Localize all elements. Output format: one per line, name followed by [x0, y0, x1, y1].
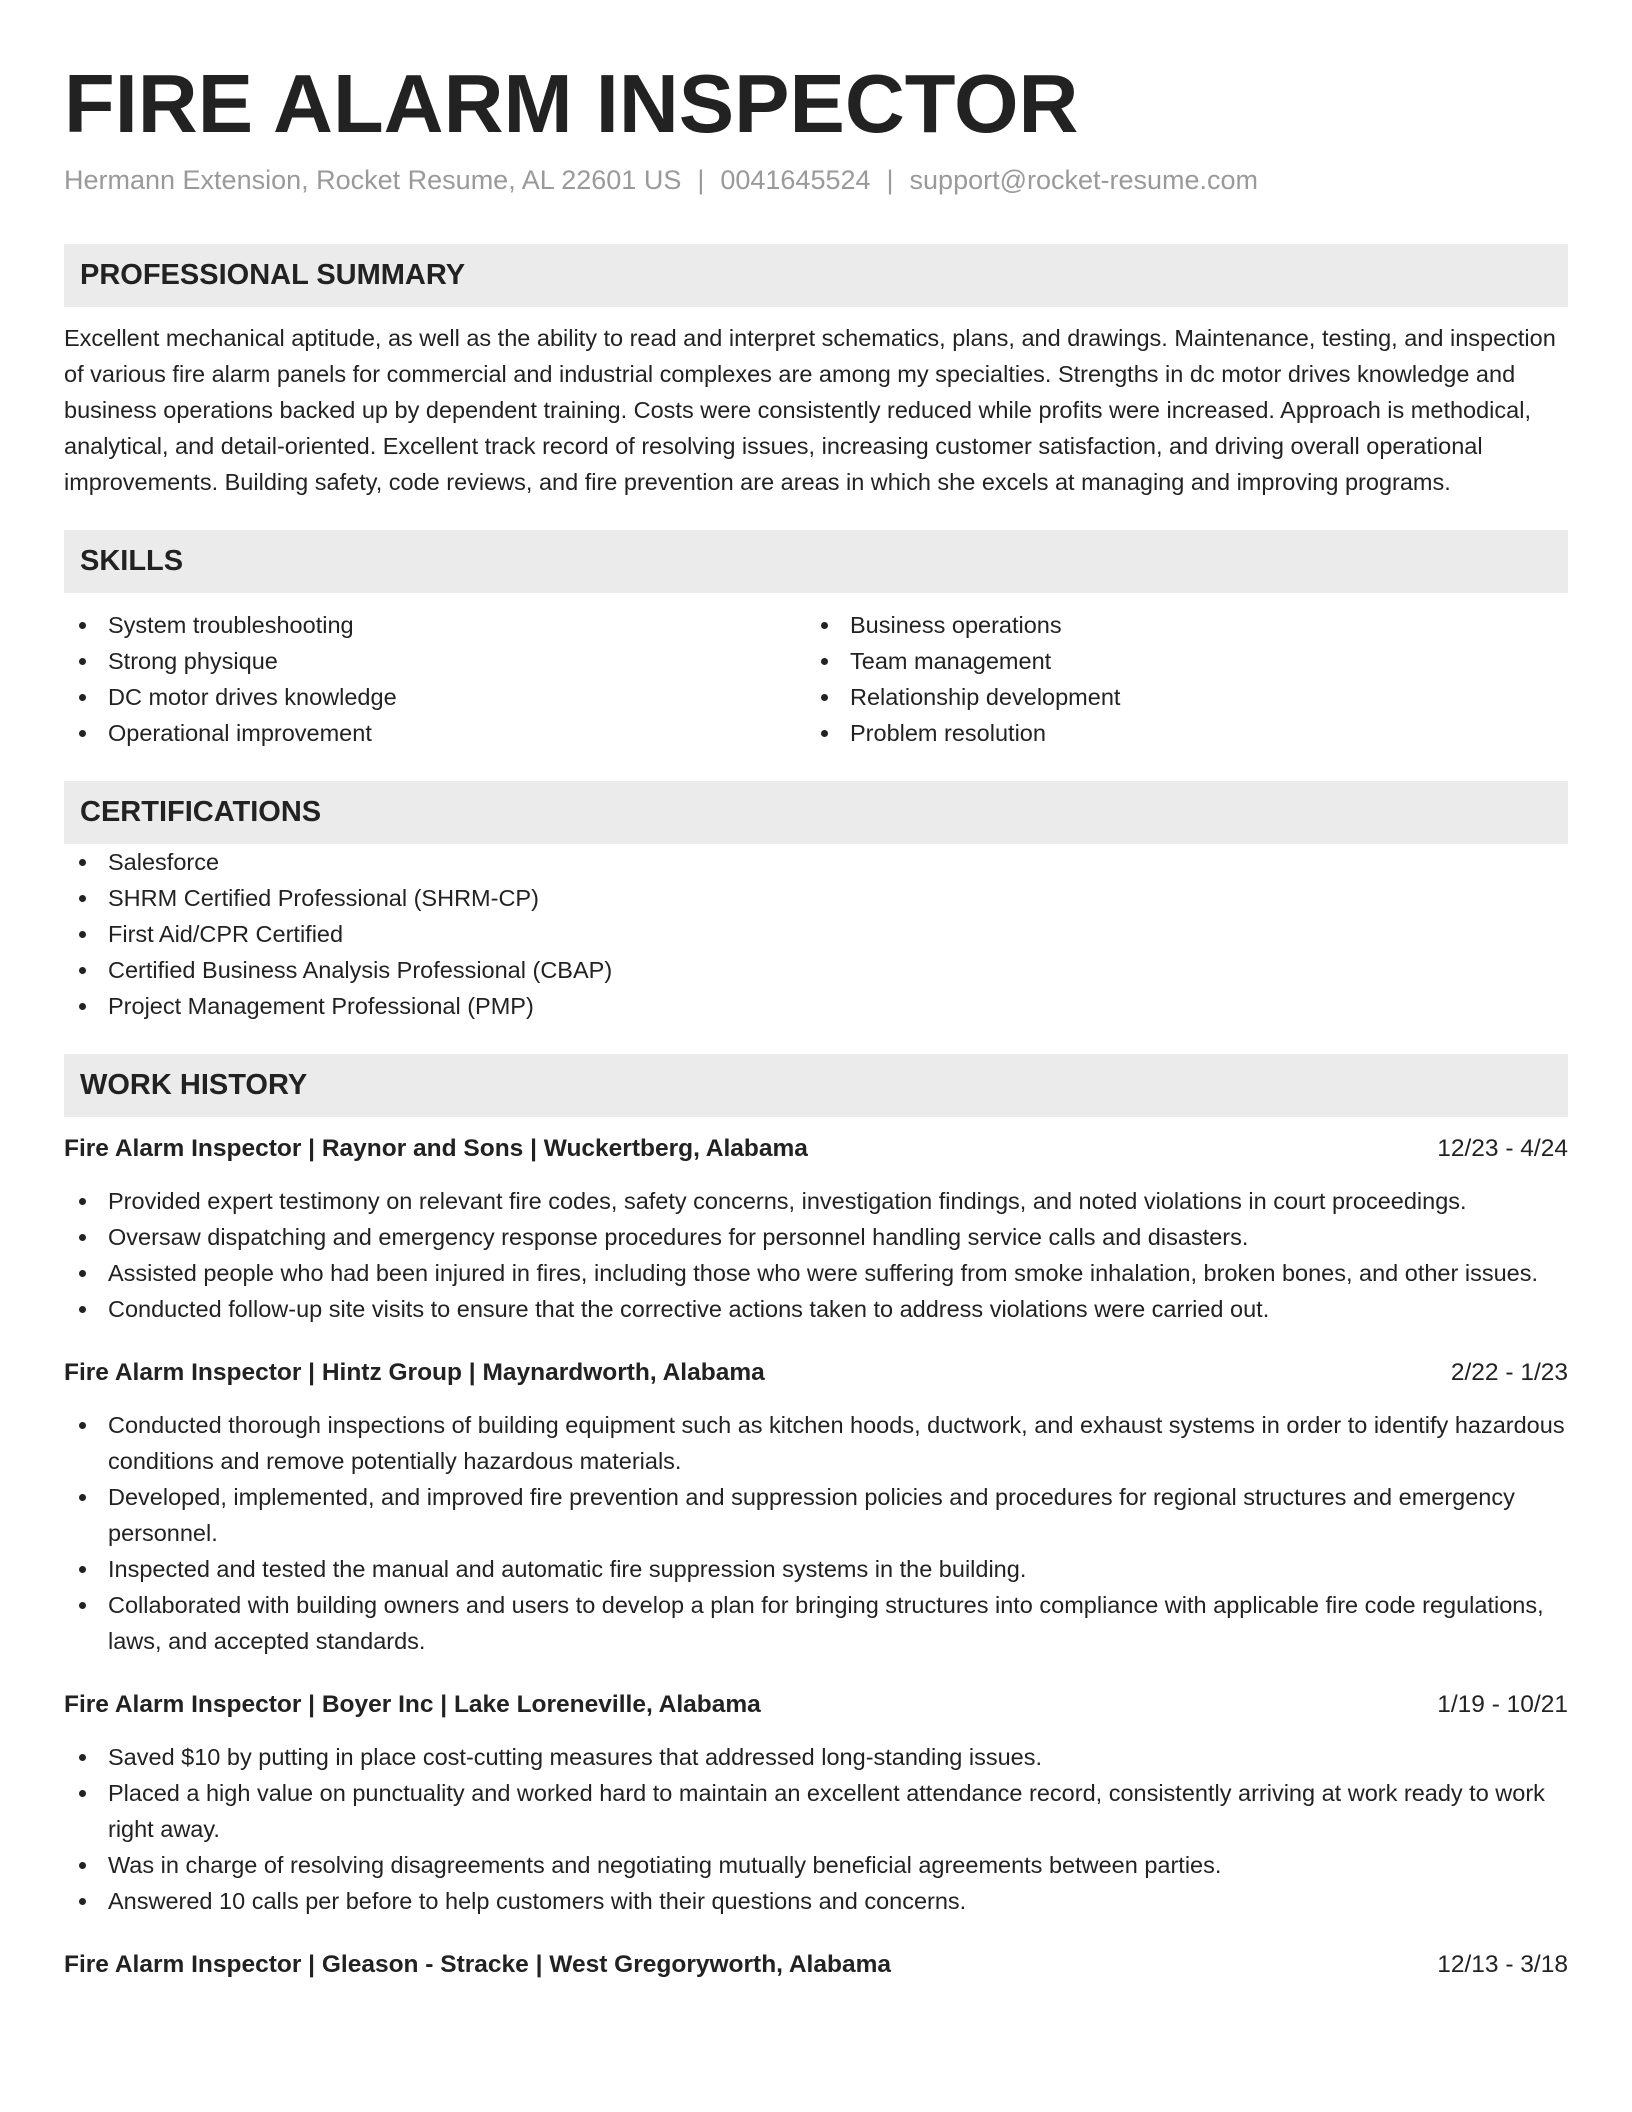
- contact-phone: 0041645524: [720, 165, 871, 195]
- certification-item: Certified Business Analysis Professional (CBAP): [64, 952, 1568, 988]
- contact-line: [64, 162, 1568, 198]
- contact-email: support@rocket-resume.com: [909, 165, 1259, 195]
- job-title: Fire Alarm Inspector | Gleason - Stracke | West Gregoryworth, Alabama: [64, 1951, 891, 1978]
- job-bullet: Assisted people who had been injured in fires, including those who were suffering from smoke inhalation, broken bones, and other issues.: [64, 1255, 1568, 1291]
- skills-grid: [64, 607, 1568, 751]
- job-bullet: Answered 10 calls per before to help customers with their questions and concerns.: [64, 1883, 1568, 1919]
- skill-item: Problem resolution: [806, 715, 1548, 751]
- certifications-list: [64, 844, 1568, 1024]
- job-bullet: Saved $10 by putting in place cost-cutting measures that addressed long-standing issues.: [64, 1739, 1568, 1775]
- job-bullet: Oversaw dispatching and emergency response procedures for personnel handling service calls and disasters.: [64, 1219, 1568, 1255]
- job-bullet: Was in charge of resolving disagreements and negotiating mutually beneficial agreements between parties.: [64, 1847, 1568, 1883]
- job-dates: 2/22 - 1/23: [1450, 1359, 1568, 1386]
- job-header: [64, 1687, 1568, 1723]
- skills-column-left: [64, 607, 806, 751]
- job-bullet: Conducted thorough inspections of building equipment such as kitchen hoods, ductwork, and exhaust systems in order to identify hazardous conditions and remove potentially hazardous materials.: [64, 1407, 1568, 1479]
- job-bullet: Collaborated with building owners and users to develop a plan for bringing structures into compliance with applicable fire code regulations, laws, and accepted standards.: [64, 1587, 1568, 1659]
- job-dates: 12/23 - 4/24: [1437, 1135, 1568, 1162]
- job-bullet: Developed, implemented, and improved fire prevention and suppression policies and procedures for regional structures and emergency personnel.: [64, 1479, 1568, 1551]
- job-bullet: Placed a high value on punctuality and worked hard to maintain an excellent attendance record, consistently arriving at work ready to work right away.: [64, 1775, 1568, 1847]
- resume-title: FIRE ALARM INSPECTOR: [64, 57, 1079, 150]
- job-header: [64, 1355, 1568, 1391]
- job-bullet: Provided expert testimony on relevant fire codes, safety concerns, investigation findings, and noted violations in court proceedings.: [64, 1183, 1568, 1219]
- resume-page: [64, 0, 1568, 1999]
- contact-separator: |: [697, 165, 705, 195]
- job-dates: 1/19 - 10/21: [1437, 1691, 1568, 1718]
- job-header: [64, 1131, 1568, 1167]
- skill-item: DC motor drives knowledge: [64, 679, 806, 715]
- contact-address: Hermann Extension, Rocket Resume, AL 22601 US: [64, 165, 682, 195]
- skill-item: System troubleshooting: [64, 607, 806, 643]
- summary-text: Excellent mechanical aptitude, as well as the ability to read and interpret schematics, plans, and drawings. Maintenance, testing, and inspection of various fire alarm panels for commercial and industrial complexes are among my specialties. Strengths in dc motor drives knowledge and business operations backed up by dependent training. Costs were consistently reduced while profits were increased. Approach is methodical, analytical, and detail-oriented. Excellent track record of resolving issues, increasing customer satisfaction, and driving overall operational improvements. Building safety, code reviews, and fire prevention are areas in which she excels at managing and improving programs.: [64, 325, 1556, 495]
- job-bullets: [64, 1407, 1568, 1659]
- job-bullet: Inspected and tested the manual and automatic fire suppression systems in the building.: [64, 1551, 1568, 1587]
- section-header-certifications: CERTIFICATIONS: [64, 781, 1568, 844]
- skill-item: Team management: [806, 643, 1548, 679]
- skill-item: Business operations: [806, 607, 1548, 643]
- certification-item: Salesforce: [64, 844, 1568, 880]
- certification-item: SHRM Certified Professional (SHRM-CP): [64, 880, 1568, 916]
- section-header-skills: SKILLS: [64, 530, 1568, 593]
- job-title: Fire Alarm Inspector | Boyer Inc | Lake Loreneville, Alabama: [64, 1691, 761, 1718]
- job-entry: [64, 1947, 1568, 1983]
- certification-item: First Aid/CPR Certified: [64, 916, 1568, 952]
- job-bullets: [64, 1739, 1568, 1919]
- job-bullets: [64, 1183, 1568, 1327]
- job-title: Fire Alarm Inspector | Raynor and Sons | Wuckertberg, Alabama: [64, 1135, 808, 1162]
- job-dates: 12/13 - 3/18: [1437, 1951, 1568, 1978]
- job-bullet: Conducted follow-up site visits to ensure that the corrective actions taken to address violations were carried out.: [64, 1291, 1568, 1327]
- job-header: [64, 1947, 1568, 1983]
- skill-item: Strong physique: [64, 643, 806, 679]
- job-entry: [64, 1687, 1568, 1919]
- contact-separator: |: [886, 165, 894, 195]
- job-entry: [64, 1355, 1568, 1659]
- skills-column-right: [806, 607, 1548, 751]
- skill-item: Relationship development: [806, 679, 1548, 715]
- skill-item: Operational improvement: [64, 715, 806, 751]
- certification-item: Project Management Professional (PMP): [64, 988, 1568, 1024]
- job-entry: [64, 1131, 1568, 1327]
- section-header-summary: PROFESSIONAL SUMMARY: [64, 244, 1568, 307]
- job-title: Fire Alarm Inspector | Hintz Group | Maynardworth, Alabama: [64, 1359, 765, 1386]
- section-header-work-history: WORK HISTORY: [64, 1054, 1568, 1117]
